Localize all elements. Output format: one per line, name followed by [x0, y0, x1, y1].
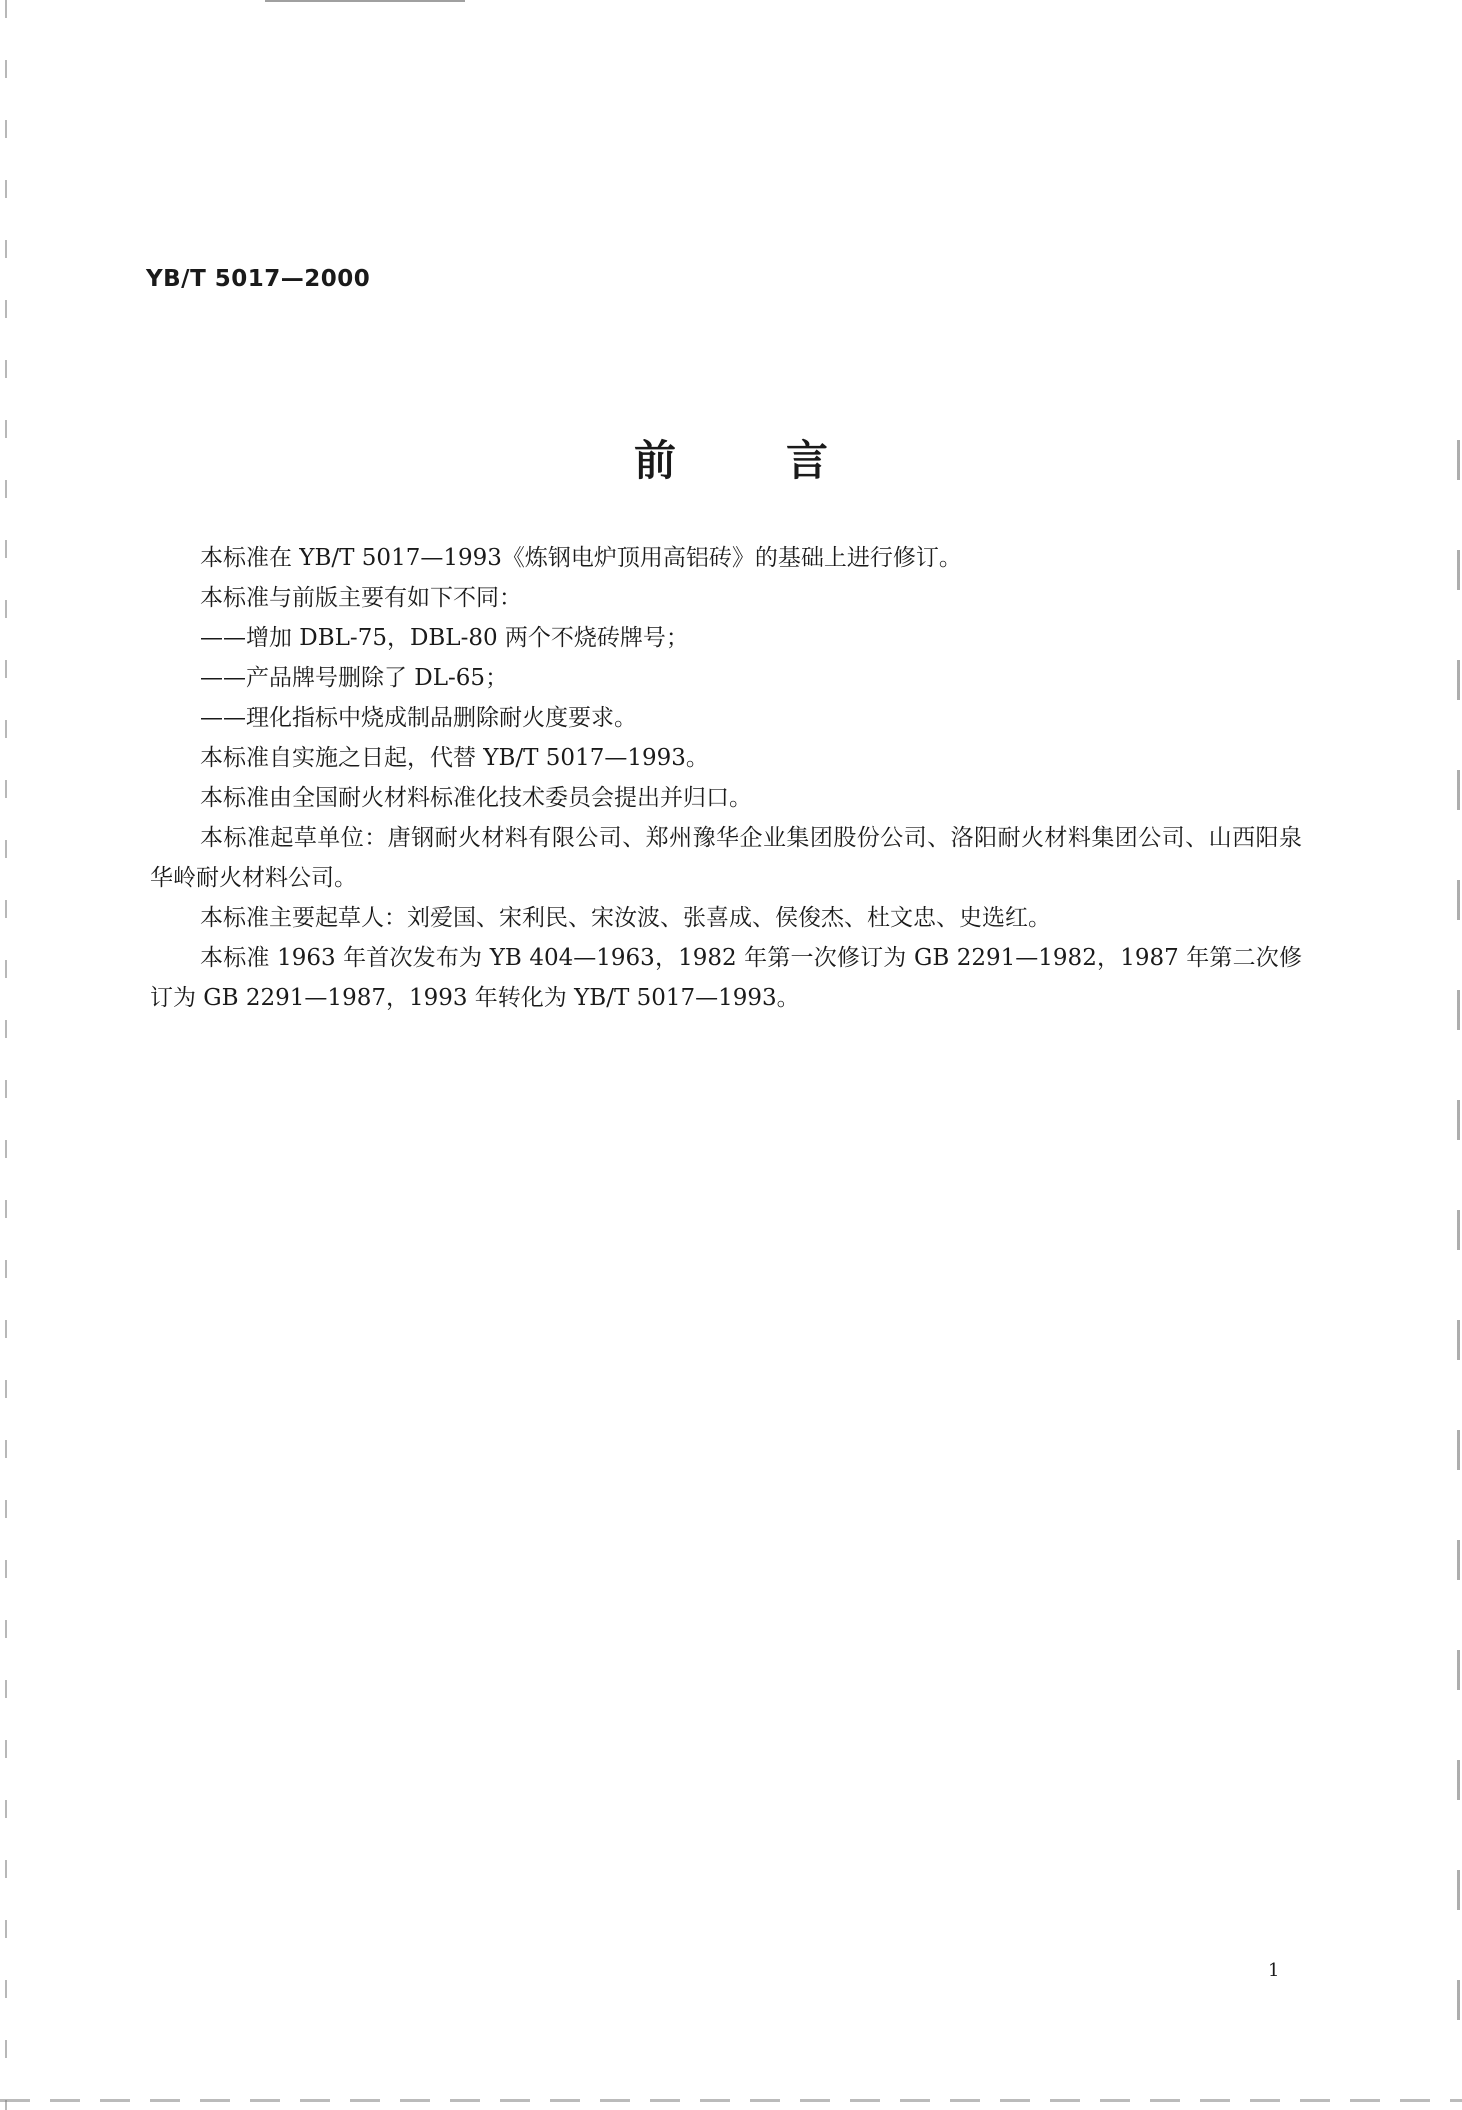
- paragraph: ——增加 DBL-75，DBL-80 两个不烧砖牌号；: [200, 625, 689, 651]
- foreword-body: [150, 538, 1302, 1018]
- paragraph: ——理化指标中烧成制品删除耐火度要求。: [200, 705, 637, 731]
- paragraph: 本标准主要起草人：刘爱国、宋利民、宋汝波、张喜成、侯俊杰、杜文忠、史选红。: [200, 905, 1051, 931]
- paragraph: 本标准自实施之日起，代替 YB/T 5017—1993。: [200, 745, 709, 771]
- document-code: YB/T 5017—2000: [146, 266, 371, 292]
- page-title: 前言: [633, 436, 938, 485]
- paragraph: 本标准在 YB/T 5017—1993《炼钢电炉顶用高铝砖》的基础上进行修订。: [200, 545, 962, 571]
- page-number: 1: [1268, 1960, 1280, 1981]
- paragraph: 本标准起草单位：唐钢耐火材料有限公司、郑州豫华企业集团股份公司、洛阳耐火材料集团公司、山西阳泉华岭耐火材料公司。: [150, 825, 1302, 891]
- paragraph: ——产品牌号删除了 DL-65；: [200, 665, 509, 691]
- paragraph: 本标准 1963 年首次发布为 YB 404—1963，1982 年第一次修订为 GB 2291—1982，1987 年第二次修订为 GB 2291—1987，1993 年转化为 YB/T 5017—1993。: [150, 945, 1302, 1011]
- paragraph: 本标准由全国耐火材料标准化技术委员会提出并归口。: [200, 785, 752, 811]
- scan-artifact-right: [1457, 440, 1460, 2040]
- scan-artifact-left: [5, 0, 7, 2110]
- paragraph: 本标准与前版主要有如下不同：: [200, 585, 522, 611]
- scan-artifact-top: [265, 0, 465, 2]
- scan-artifact-bottom: [0, 2099, 1462, 2102]
